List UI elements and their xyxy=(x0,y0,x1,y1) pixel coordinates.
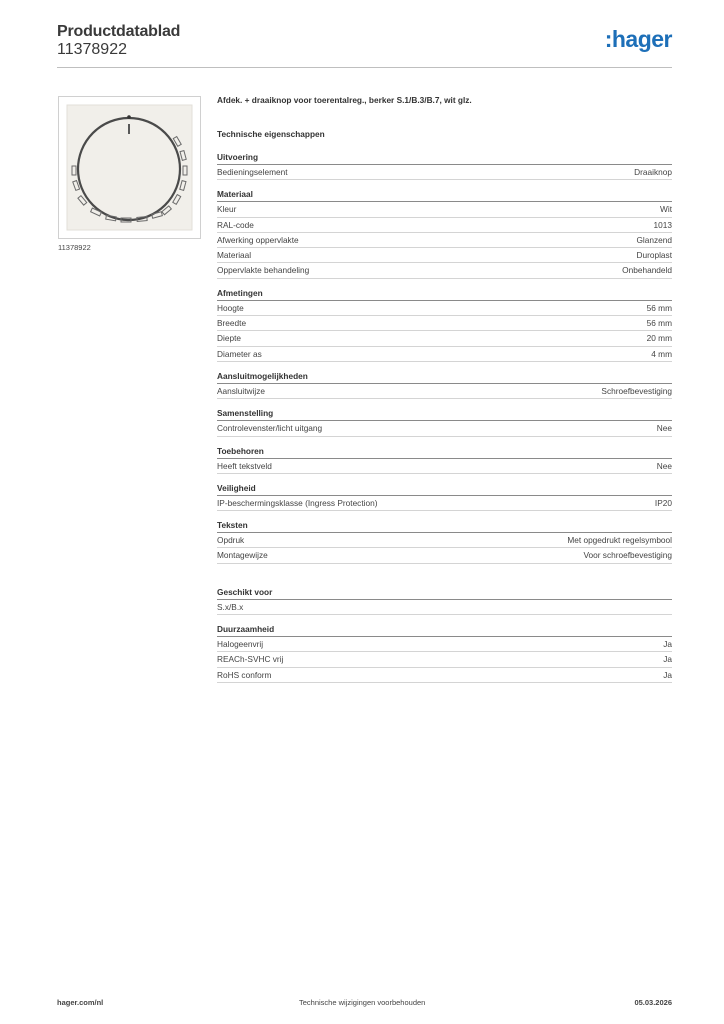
spec-group-title: Geschikt voor xyxy=(217,586,672,600)
spec-row xyxy=(217,600,672,615)
spec-row xyxy=(217,637,672,652)
spec-value: Duroplast xyxy=(636,250,672,261)
spec-group-title: Teksten xyxy=(217,519,672,533)
spec-row xyxy=(217,165,672,180)
spec-row xyxy=(217,316,672,331)
spec-row xyxy=(217,248,672,263)
spec-group xyxy=(217,407,672,436)
spec-value: Ja xyxy=(663,654,672,665)
spec-label: IP-beschermingsklasse (Ingress Protection) xyxy=(217,497,378,508)
spec-groups xyxy=(217,151,672,683)
spec-label: Bedieningselement xyxy=(217,167,288,177)
spec-value: Met opgedrukt regelsymbool xyxy=(567,535,672,546)
footer-disclaimer: Technische wijzigingen voorbehouden xyxy=(299,998,426,1007)
spec-group-title: Duurzaamheid xyxy=(217,623,672,637)
spec-label: Afwerking oppervlakte xyxy=(217,234,299,245)
spec-group-title: Toebehoren xyxy=(217,445,672,459)
spec-label: REACh-SVHC vrij xyxy=(217,654,284,665)
logo-text: hager xyxy=(611,26,672,52)
spec-row xyxy=(217,202,672,217)
spec-label: Montagewijze xyxy=(217,550,268,561)
spec-row xyxy=(217,496,672,511)
spec-group xyxy=(217,519,672,564)
spec-value: Ja xyxy=(663,639,672,650)
spec-content xyxy=(217,95,672,683)
spec-value: Schroefbevestiging xyxy=(601,385,672,396)
document-number: 11378922 xyxy=(57,41,127,58)
spec-label: S.x/B.x xyxy=(217,601,244,612)
spec-group xyxy=(217,482,672,511)
product-image xyxy=(58,96,201,239)
image-caption: 11378922 xyxy=(58,243,91,252)
spec-row xyxy=(217,652,672,667)
spec-group xyxy=(217,586,672,615)
spec-group xyxy=(217,623,672,683)
spec-label: Diameter as xyxy=(217,348,262,359)
spec-row xyxy=(217,233,672,248)
spec-row xyxy=(217,331,672,346)
spec-value: Ja xyxy=(663,669,672,680)
spec-group-title: Afmetingen xyxy=(217,287,672,301)
spec-group xyxy=(217,151,672,180)
spec-value: IP20 xyxy=(654,497,672,508)
spec-group-title: Veiligheid xyxy=(217,482,672,496)
product-description: Afdek. + draaiknop voor toerentalreg., berker S.1/B.3/B.7, wit glz. xyxy=(217,95,472,105)
spec-row xyxy=(217,263,672,278)
spec-value: 56 mm xyxy=(646,302,672,313)
spec-value: Wit xyxy=(660,204,672,215)
hager-logo: :hager xyxy=(604,26,672,52)
spec-row xyxy=(217,548,672,563)
spec-row xyxy=(217,421,672,436)
spec-label: Breedte xyxy=(217,318,247,329)
spec-label: Kleur xyxy=(217,204,237,215)
spec-row xyxy=(217,533,672,548)
spec-value: 56 mm xyxy=(646,318,672,329)
spec-row xyxy=(217,301,672,316)
spec-label: Diepte xyxy=(217,333,241,344)
spec-value: 1013 xyxy=(653,219,672,230)
spec-group xyxy=(217,188,672,278)
spec-value: Glanzend xyxy=(636,234,672,245)
spec-row xyxy=(217,218,672,233)
footer-date: 05.03.2026 xyxy=(634,998,672,1007)
spec-group xyxy=(217,370,672,399)
spec-group-title: Aansluitmogelijkheden xyxy=(217,370,672,384)
section-title: Technische eigenschappen xyxy=(217,129,325,139)
spec-label: RAL-code xyxy=(217,219,254,230)
spec-label: Heeft tekstveld xyxy=(217,460,272,471)
spec-row xyxy=(217,347,672,362)
spec-group-title: Samenstelling xyxy=(217,407,672,421)
spec-value: Onbehandeld xyxy=(622,265,672,276)
spec-label: Controlevenster/licht uitgang xyxy=(217,423,323,434)
spec-group-title: Materiaal xyxy=(217,188,672,202)
spec-value: Voor schroefbevestiging xyxy=(583,550,672,561)
rotary-knob-illustration xyxy=(59,97,200,238)
page-header xyxy=(57,20,672,68)
spec-value: 20 mm xyxy=(646,333,672,344)
spec-value: Nee xyxy=(656,423,672,434)
spec-label: Hoogte xyxy=(217,302,244,313)
spec-row xyxy=(217,668,672,683)
spec-row xyxy=(217,384,672,399)
footer-website: hager.com/nl xyxy=(57,998,104,1007)
spec-label: Aansluitwijze xyxy=(217,385,265,396)
spec-value: Draaiknop xyxy=(634,167,672,177)
header-divider xyxy=(57,67,672,68)
spec-group-title: Uitvoering xyxy=(217,151,672,165)
spec-value: Nee xyxy=(656,460,672,471)
spec-group xyxy=(217,445,672,474)
document-title: Productdatablad xyxy=(57,23,181,40)
spec-label: RoHS conform xyxy=(217,669,272,680)
spec-label: Halogeenvrij xyxy=(217,639,264,650)
spec-row xyxy=(217,459,672,474)
spec-label: Opdruk xyxy=(217,535,245,546)
spec-label: Materiaal xyxy=(217,250,252,261)
spec-label: Oppervlakte behandeling xyxy=(217,265,310,276)
spec-group xyxy=(217,287,672,362)
spec-value: 4 mm xyxy=(651,348,672,359)
